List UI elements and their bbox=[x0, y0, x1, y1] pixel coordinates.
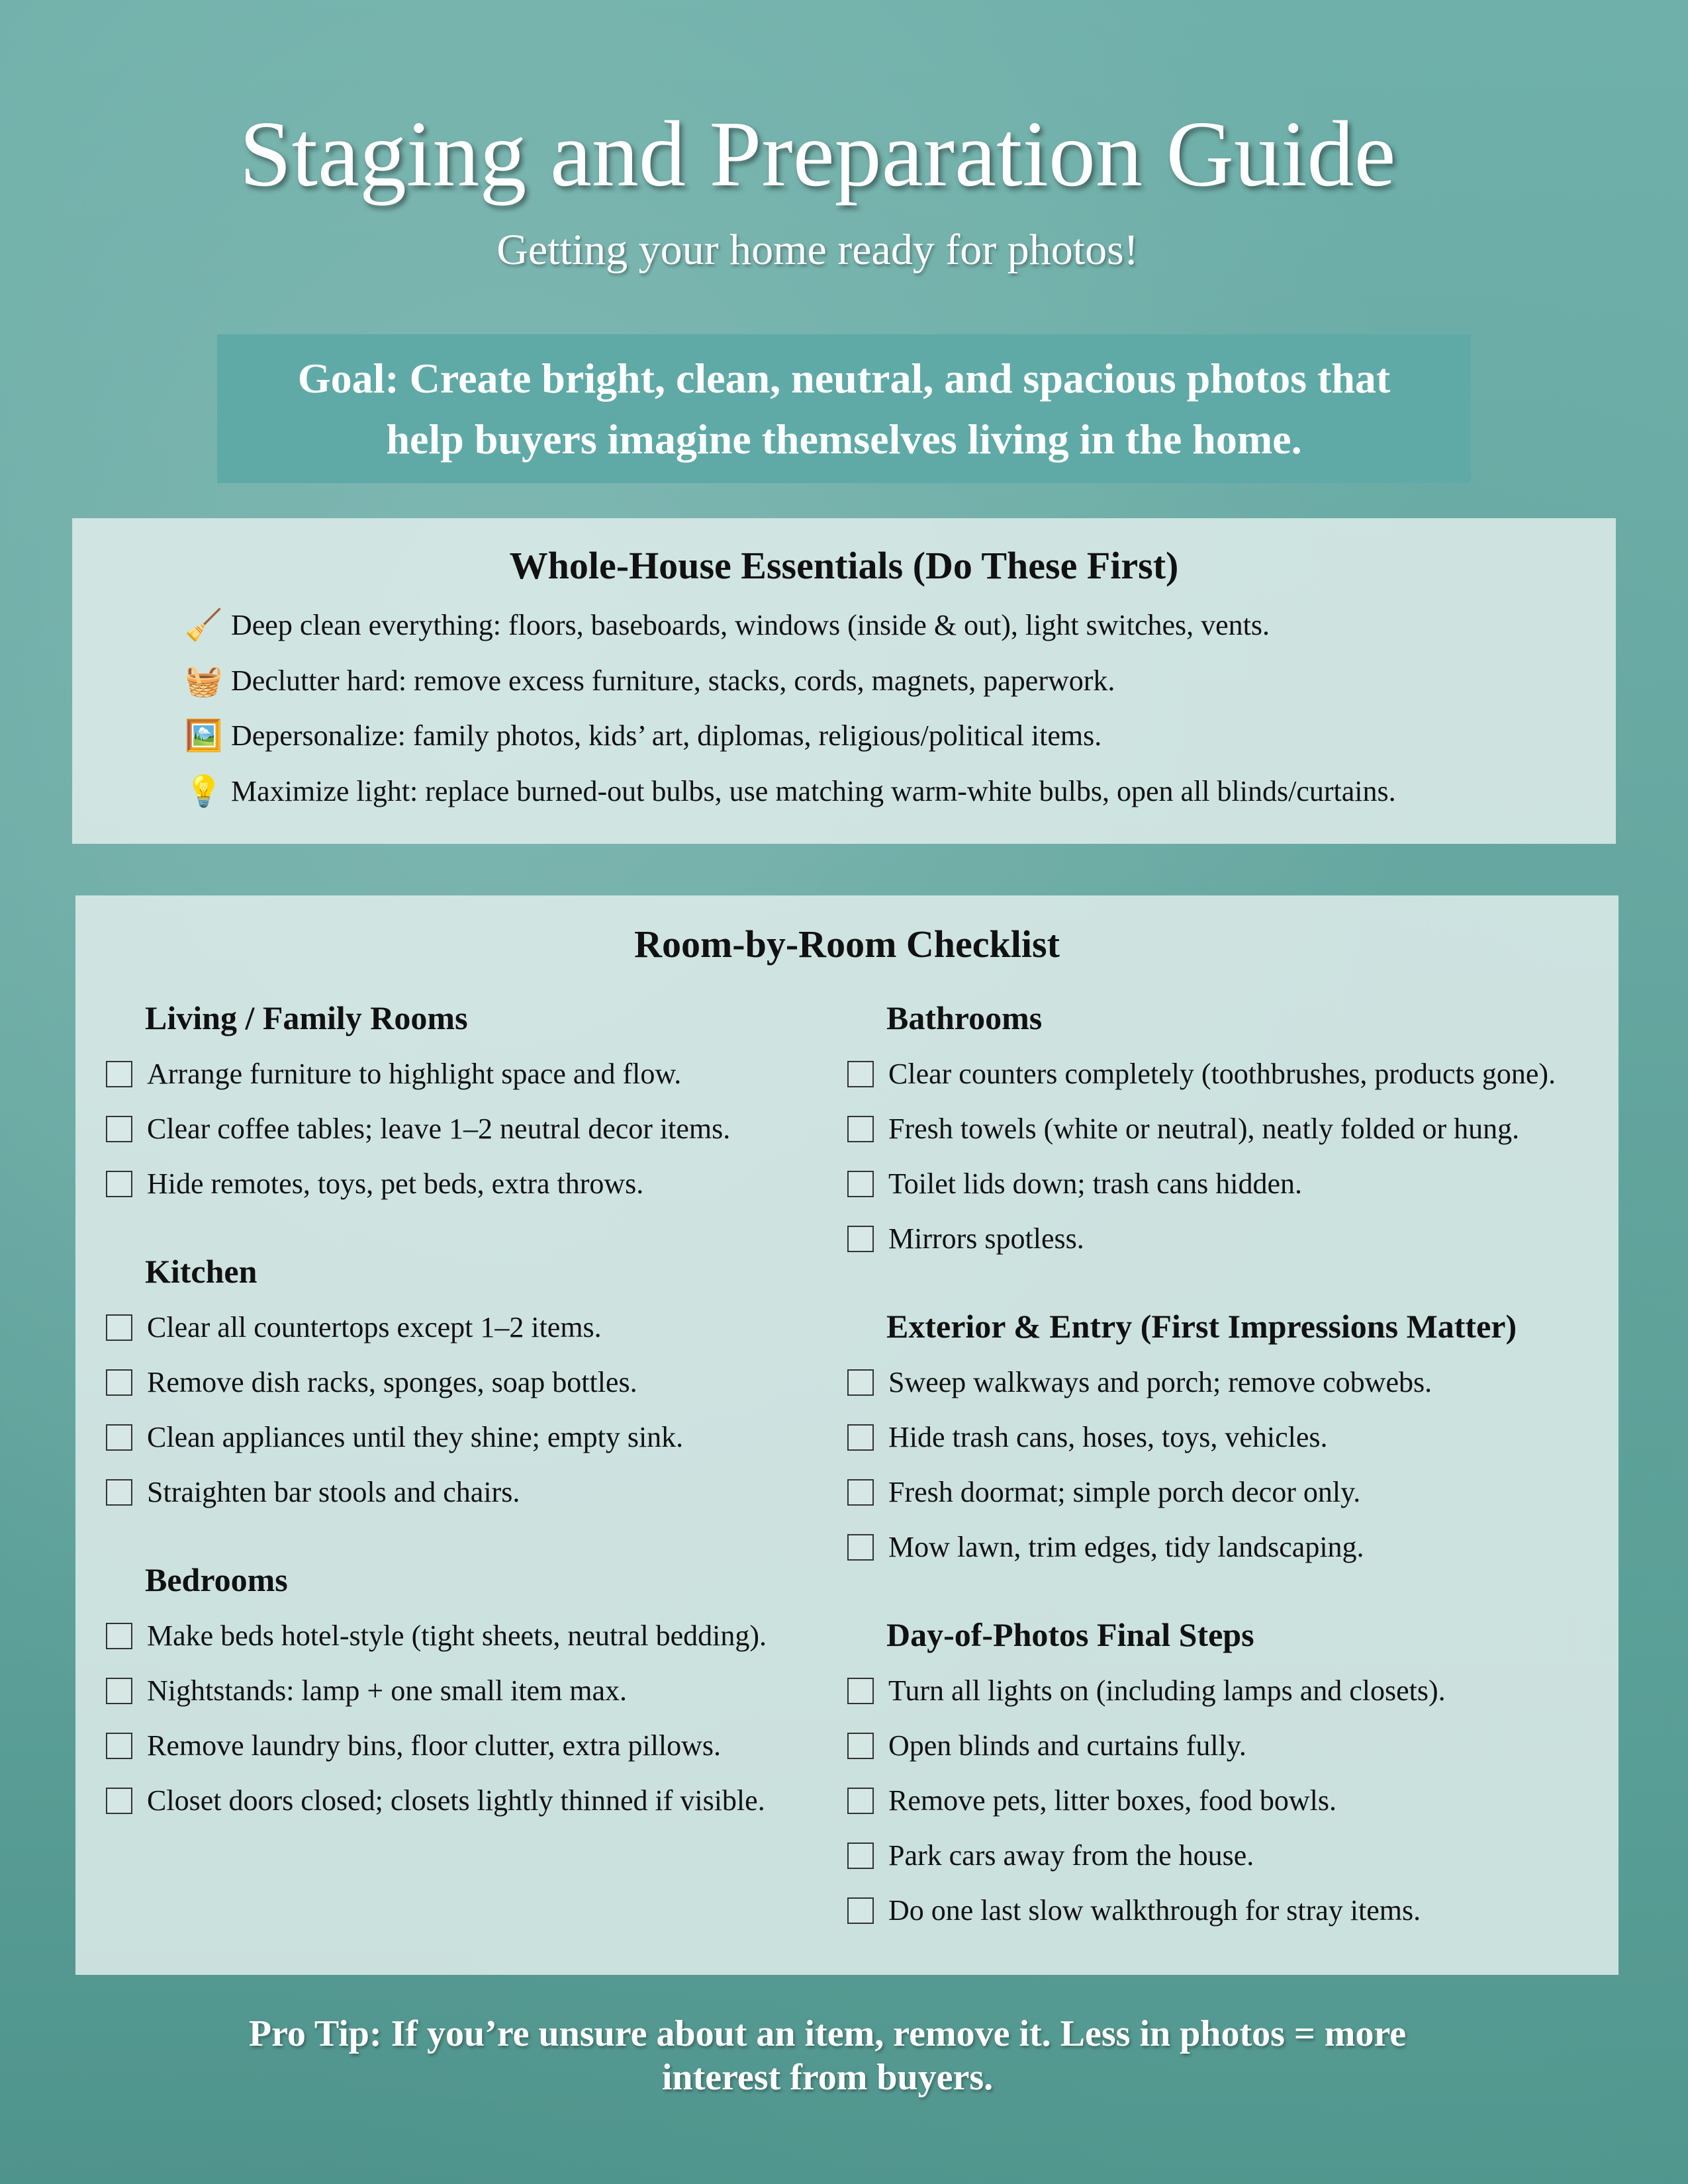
goal-line-2: help buyers imagine themselves living in the home. bbox=[386, 415, 1302, 463]
section-heading: Day-of-Photos Final Steps bbox=[886, 1616, 1254, 1653]
pro-tip-line-2: interest from buyers. bbox=[661, 2057, 994, 2098]
essential-item-text: Deep clean everything: floors, baseboards, windows (inside & out), light switches, vents. bbox=[231, 609, 1270, 641]
checklist-item-text: Remove pets, litter boxes, food bowls. bbox=[888, 1784, 1337, 1817]
section-heading: Living / Family Rooms bbox=[145, 999, 468, 1036]
checklist-item-text: Mow lawn, trim edges, tidy landscaping. bbox=[888, 1531, 1364, 1563]
checklist-item bbox=[847, 1718, 1615, 1773]
checklist-item bbox=[106, 1773, 808, 1828]
goal-line-1: Goal: Create bright, clean, neutral, and spacious photos that bbox=[297, 354, 1391, 402]
checkbox[interactable] bbox=[847, 1897, 874, 1924]
essentials-title: Whole-House Essentials (Do These First) bbox=[509, 544, 1179, 587]
checklist-item bbox=[847, 1828, 1615, 1883]
checklist-item bbox=[106, 1663, 808, 1718]
checkbox[interactable] bbox=[106, 1733, 132, 1759]
framed-picture-icon: 🖼️ bbox=[185, 719, 223, 752]
checklist-section bbox=[106, 989, 808, 1211]
checklist-panel bbox=[75, 895, 1618, 1975]
light-bulb-icon: 💡 bbox=[185, 774, 223, 808]
section-heading: Bedrooms bbox=[145, 1561, 288, 1598]
checkbox[interactable] bbox=[847, 1369, 874, 1396]
checklist-item-text: Clear coffee tables; leave 1–2 neutral decor items. bbox=[147, 1113, 731, 1145]
checklist-item-text: Remove dish racks, sponges, soap bottles. bbox=[147, 1366, 637, 1398]
checklist-item-text: Remove laundry bins, floor clutter, extra pillows. bbox=[147, 1729, 722, 1762]
essential-item-text: Declutter hard: remove excess furniture, stacks, cords, magnets, paperwork. bbox=[231, 664, 1115, 697]
checklist-item-text: Sweep walkways and porch; remove cobwebs. bbox=[888, 1366, 1432, 1398]
checklist-item-text: Toilet lids down; trash cans hidden. bbox=[888, 1167, 1303, 1200]
checklist-item bbox=[106, 1410, 808, 1465]
essential-item-text: Depersonalize: family photos, kids’ art, diplomas, religious/political items. bbox=[231, 719, 1102, 752]
checklist-item bbox=[847, 1211, 1615, 1266]
checkbox[interactable] bbox=[106, 1623, 132, 1649]
checklist-item-text: Fresh towels (white or neutral), neatly folded or hung. bbox=[888, 1113, 1520, 1145]
checklist-section bbox=[847, 989, 1615, 1266]
checklist-section bbox=[847, 1298, 1615, 1574]
checklist-item bbox=[106, 1608, 808, 1663]
checkbox[interactable] bbox=[847, 1733, 874, 1759]
checklist-item-text: Hide trash cans, hoses, toys, vehicles. bbox=[888, 1421, 1328, 1453]
checkbox[interactable] bbox=[106, 1171, 132, 1197]
checkbox[interactable] bbox=[106, 1061, 132, 1087]
checklist-item-text: Arrange furniture to highlight space and flow. bbox=[147, 1058, 682, 1090]
essentials-list bbox=[185, 598, 1396, 819]
broom-icon: 🧹 bbox=[185, 608, 223, 642]
checklist-item-text: Fresh doormat; simple porch decor only. bbox=[888, 1476, 1361, 1508]
checklist-item-text: Open blinds and curtains fully. bbox=[888, 1729, 1246, 1762]
checklist-item-text: Make beds hotel-style (tight sheets, neutral bedding). bbox=[147, 1619, 767, 1652]
checkbox[interactable] bbox=[847, 1788, 874, 1814]
checklist-item-text: Mirrors spotless. bbox=[888, 1222, 1084, 1255]
checklist-item bbox=[847, 1101, 1615, 1156]
checkbox[interactable] bbox=[847, 1226, 874, 1252]
checkbox[interactable] bbox=[106, 1424, 132, 1451]
checkbox[interactable] bbox=[106, 1788, 132, 1814]
checklist-section bbox=[847, 1606, 1615, 1938]
checkbox[interactable] bbox=[847, 1116, 874, 1142]
checklist-item bbox=[847, 1773, 1615, 1828]
checklist-item bbox=[106, 1355, 808, 1410]
checklist-item bbox=[847, 1355, 1615, 1410]
checklist-item-text: Clear counters completely (toothbrushes, products gone). bbox=[888, 1058, 1556, 1090]
essentials-panel bbox=[72, 518, 1616, 844]
checkbox[interactable] bbox=[847, 1061, 874, 1087]
pro-tip bbox=[0, 2012, 1655, 2099]
checklist-item bbox=[106, 1300, 808, 1355]
checkbox[interactable] bbox=[847, 1678, 874, 1704]
checklist-item bbox=[847, 1046, 1615, 1101]
essential-item bbox=[185, 708, 1396, 764]
checklist-item-text: Nightstands: lamp + one small item max. bbox=[147, 1674, 628, 1707]
essential-item bbox=[185, 653, 1396, 709]
essential-item bbox=[185, 764, 1396, 819]
checkbox[interactable] bbox=[106, 1369, 132, 1396]
pro-tip-line-1: Pro Tip: If you’re unsure about an item, remove it. Less in photos = more bbox=[248, 2013, 1407, 2054]
checklist-item bbox=[106, 1718, 808, 1773]
section-heading: Exterior & Entry (First Impressions Matter) bbox=[886, 1308, 1517, 1345]
checkbox[interactable] bbox=[106, 1116, 132, 1142]
checklist-item bbox=[847, 1410, 1615, 1465]
checkbox[interactable] bbox=[847, 1171, 874, 1197]
page-title: Staging and Preparation Guide bbox=[239, 101, 1396, 206]
checkbox[interactable] bbox=[847, 1843, 874, 1869]
checkbox[interactable] bbox=[106, 1678, 132, 1704]
checklist-item bbox=[106, 1156, 808, 1211]
essential-item bbox=[185, 598, 1396, 653]
checklist-item bbox=[106, 1465, 808, 1520]
checklist-item-text: Closet doors closed; closets lightly thinned if visible. bbox=[147, 1784, 765, 1817]
checklist-item-text: Hide remotes, toys, pet beds, extra throws. bbox=[147, 1167, 644, 1200]
checklist-item-text: Turn all lights on (including lamps and closets). bbox=[888, 1674, 1446, 1707]
checklist-item-text: Park cars away from the house. bbox=[888, 1839, 1254, 1872]
checklist-item bbox=[847, 1465, 1615, 1520]
checklist-title: Room-by-Room Checklist bbox=[634, 923, 1060, 966]
checklist-item bbox=[106, 1101, 808, 1156]
checklist-item bbox=[847, 1663, 1615, 1718]
checkbox[interactable] bbox=[847, 1424, 874, 1451]
checklist-item-text: Clean appliances until they shine; empty sink. bbox=[147, 1421, 684, 1453]
checklist-section bbox=[106, 1551, 808, 1828]
checklist-section bbox=[106, 1243, 808, 1520]
checklist-item bbox=[847, 1156, 1615, 1211]
checklist-right-column bbox=[847, 989, 1615, 1970]
checklist-item-text: Straighten bar stools and chairs. bbox=[147, 1476, 520, 1508]
page-subtitle: Getting your home ready for photos! bbox=[496, 226, 1139, 274]
checklist-left-column bbox=[106, 989, 808, 1860]
section-heading: Bathrooms bbox=[886, 999, 1043, 1036]
goal-banner bbox=[217, 334, 1471, 483]
checklist-item bbox=[847, 1883, 1615, 1938]
essential-item-text: Maximize light: replace burned-out bulbs, use matching warm-white bulbs, open all blinds/curtains. bbox=[231, 774, 1396, 807]
checklist-item bbox=[847, 1520, 1615, 1574]
checklist-item-text: Clear all countertops except 1–2 items. bbox=[147, 1311, 602, 1343]
checkbox[interactable] bbox=[847, 1534, 874, 1561]
checklist-item bbox=[106, 1046, 808, 1101]
section-heading: Kitchen bbox=[145, 1253, 258, 1290]
checkbox[interactable] bbox=[106, 1479, 132, 1506]
checkbox[interactable] bbox=[847, 1479, 874, 1506]
checklist-item-text: Do one last slow walkthrough for stray items. bbox=[888, 1894, 1421, 1927]
basket-icon: 🧺 bbox=[185, 663, 223, 698]
checkbox[interactable] bbox=[106, 1314, 132, 1341]
